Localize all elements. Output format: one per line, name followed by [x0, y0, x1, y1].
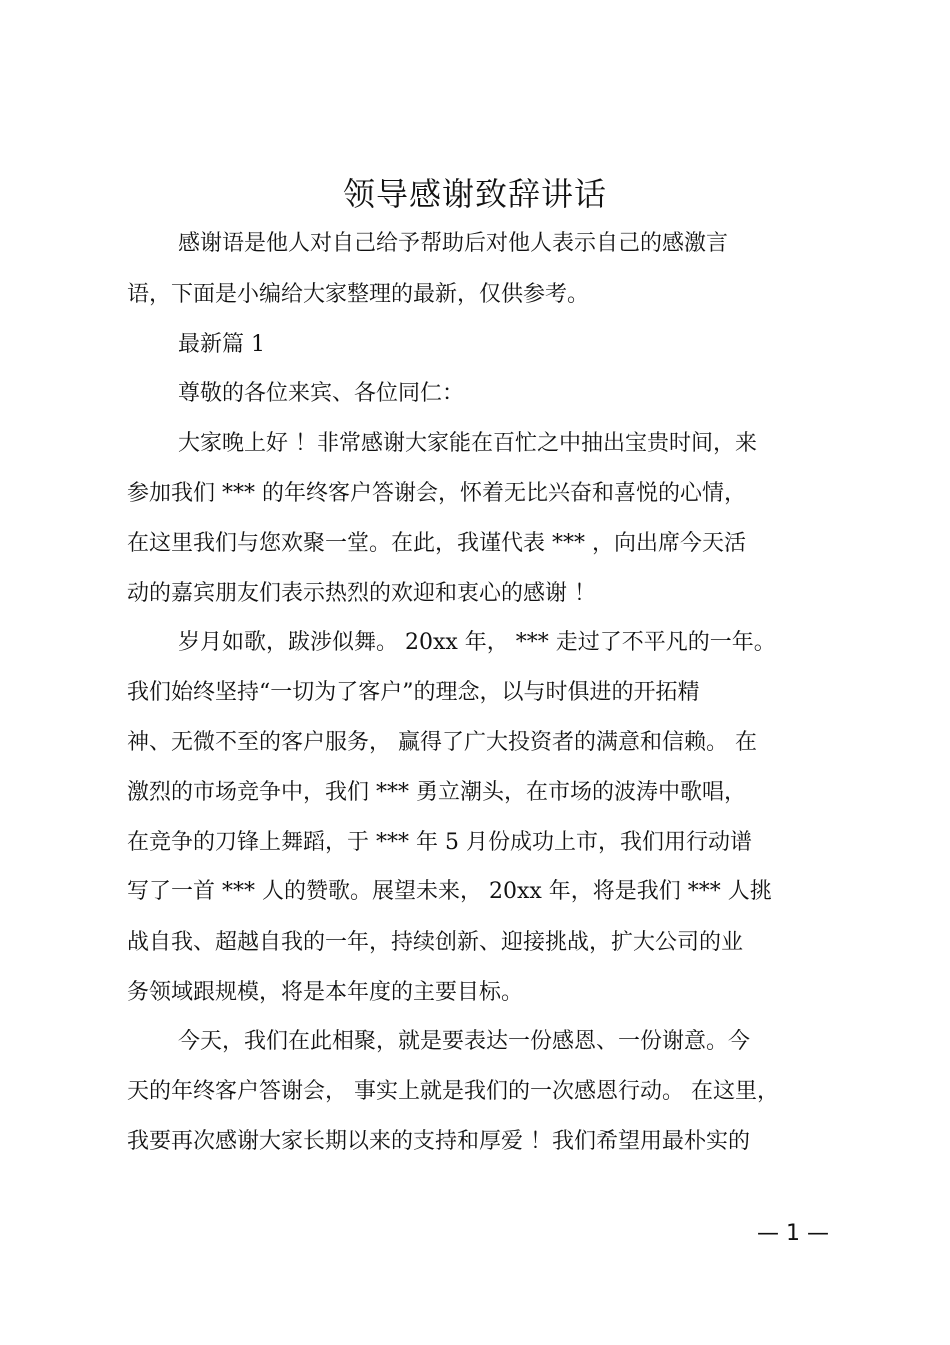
- body-line-16: 务领域跟规模，将是本年度的主要目标。: [127, 980, 524, 1005]
- salutation: 尊敬的各位来宾、各位同仁：: [178, 381, 465, 406]
- body-line-5: 大家晚上好 ！非常感谢大家能在百忙之中抽出宝贵时间，来: [178, 431, 757, 456]
- body-line-15: 战自我、超越自我的一年，持续创新、迎接挑战，扩大公司的业: [127, 930, 744, 955]
- body-line-1: 感谢语是他人对自己给予帮助后对他人表示自己的感激言: [178, 231, 729, 256]
- body-line-13: 在竞争的刀锋上舞蹈，于 *** 年 5 月份成功上市，我们用行动谱: [127, 830, 752, 855]
- body-line-6: 参加我们 *** 的年终客户答谢会，怀着无比兴奋和喜悦的心情，: [127, 481, 746, 506]
- body-line-14: 写了一首 *** 人的赞歌。展望未来， 20xx 年，将是我们 *** 人挑: [127, 879, 772, 904]
- body-line-8: 动的嘉宾朋友们表示热烈的欢迎和衷心的感谢 ！: [127, 581, 596, 606]
- body-line-2: 语，下面是小编给大家整理的最新，仅供参考。: [127, 282, 590, 307]
- body-line-17: 今天，我们在此相聚，就是要表达一份感恩、一份谢意。今: [178, 1029, 751, 1054]
- document-title: 领导感谢致辞讲话: [342, 175, 607, 213]
- page-number: — 1 —: [757, 1221, 829, 1246]
- body-line-7: 在这里我们与您欢聚一堂。在此，我谨代表 *** ，向出席今天活: [127, 531, 746, 556]
- body-line-18: 天的年终客户答谢会， 事实上就是我们的一次感恩行动。 在这里，: [127, 1079, 779, 1104]
- body-line-10: 我们始终坚持“一切为了客户”的理念，以与时俱进的开拓精: [127, 680, 700, 705]
- body-line-9: 岁月如歌，跋涉似舞。 20xx 年， *** 走过了不平凡的一年。: [178, 630, 776, 655]
- body-line-11: 神、无微不至的客户服务， 赢得了广大投资者的满意和信赖。 在: [127, 730, 757, 755]
- body-line-19: 我要再次感谢大家长期以来的支持和厚爱 ！我们希望用最朴实的: [127, 1129, 750, 1154]
- body-line-12: 激烈的市场竞争中，我们 *** 勇立潮头，在市场的波涛中歌唱，: [127, 780, 746, 805]
- section-heading: 最新篇 1: [178, 332, 265, 357]
